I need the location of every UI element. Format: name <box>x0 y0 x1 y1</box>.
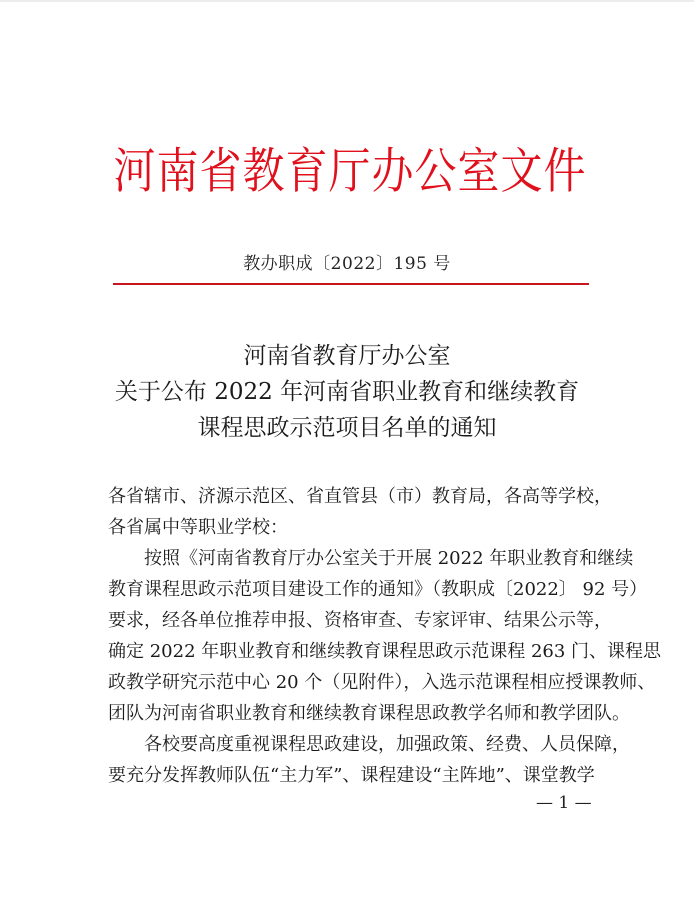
body-line-addressee-2: 各省属中等职业学校： <box>108 517 288 538</box>
title-line-2: 关于公布 2022 年河南省职业教育和继续教育 <box>114 379 580 405</box>
body-line: 要充分发挥教师队伍“主力军”、课程建设“主阵地”、课堂教学 <box>108 765 595 786</box>
document-title <box>0 338 694 446</box>
body-line: 要求，经各单位推荐申报、资格审查、专家评审、结果公示等， <box>108 610 612 631</box>
body-line: 政教学研究示范中心 20 个（见附件），入选示范课程相应授课教师、 <box>108 672 656 693</box>
page-number: — 1 — <box>536 793 592 813</box>
red-divider-line <box>113 283 589 285</box>
body-line: 按照《河南省教育厅办公室关于开展 2022 年职业教育和继续 <box>144 548 634 569</box>
document-body <box>108 481 662 791</box>
document-red-header: 河南省教育厅办公室文件 <box>113 142 587 200</box>
body-line-addressee-1: 各省辖市、济源示范区、省直管县（市）教育局，各高等学校， <box>108 486 612 507</box>
document-number: 教办职成〔2022〕195 号 <box>243 254 451 274</box>
body-line: 团队为河南省职业教育和继续教育课程思政教学名师和教学团队。 <box>108 703 630 724</box>
title-line-3: 课程思政示范项目名单的通知 <box>197 415 497 441</box>
body-line: 确定 2022 年职业教育和继续教育课程思政示范课程 263 门、课程思 <box>108 641 662 662</box>
body-line: 教育课程思政示范项目建设工作的通知》（教职成〔2022〕 92 号） <box>108 579 648 600</box>
page-top-edge <box>0 0 694 2</box>
title-line-1: 河南省教育厅办公室 <box>243 343 451 369</box>
body-line: 各校要高度重视课程思政建设，加强政策、经费、人员保障， <box>144 734 630 755</box>
